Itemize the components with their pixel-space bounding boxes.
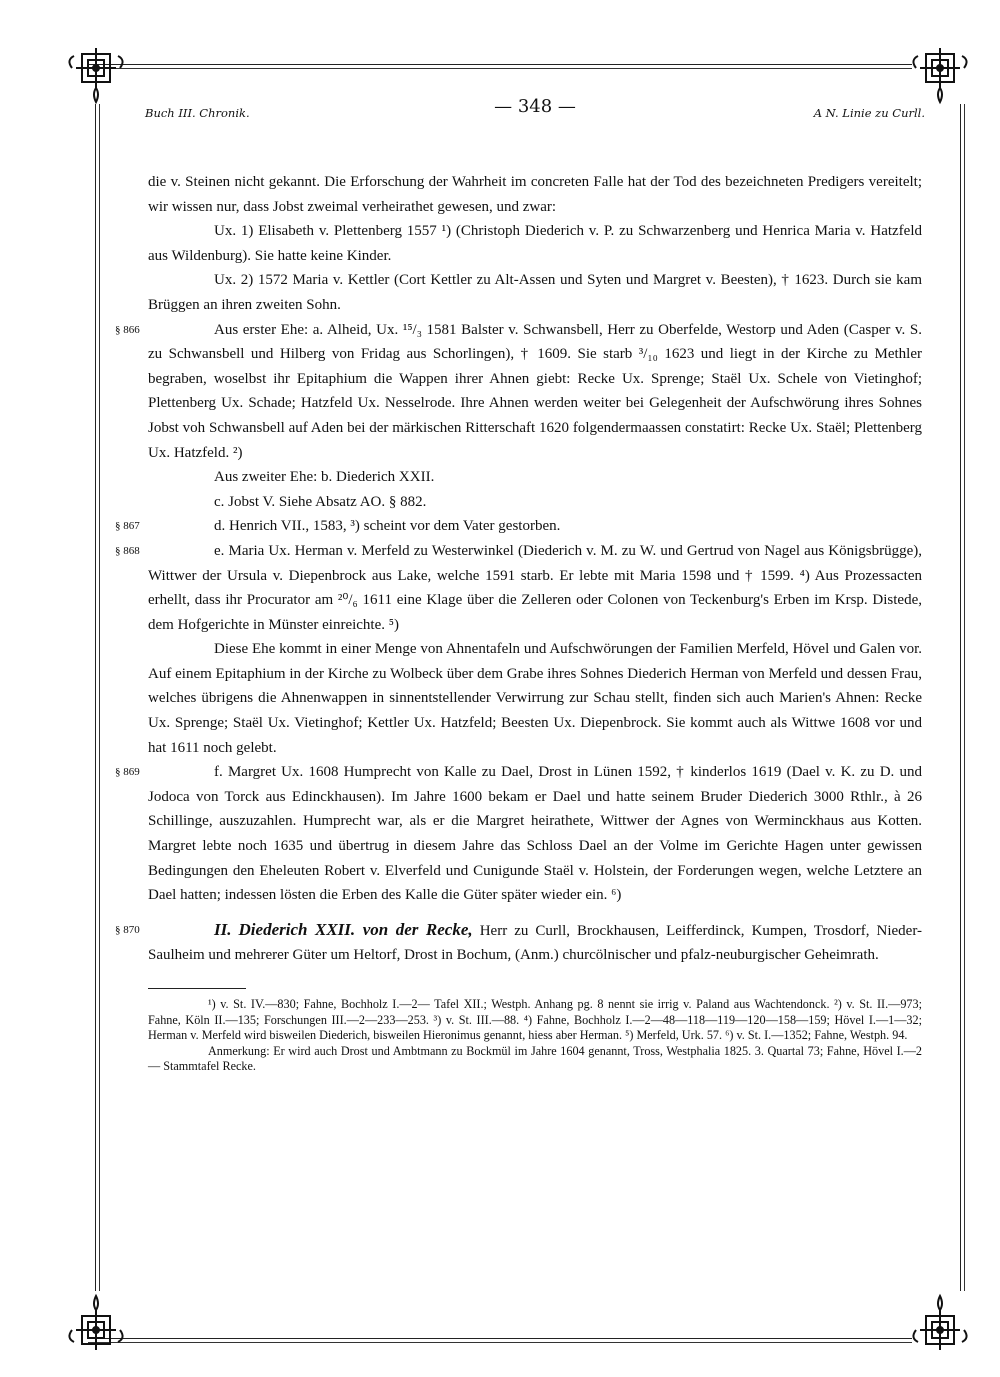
page-body <box>115 170 923 1075</box>
footnote-divider <box>148 988 246 989</box>
header-left: Buch III. Chronik. <box>145 106 250 120</box>
ornament-corner-icon <box>64 44 128 108</box>
heading-text: Herr zu Curll, Brockhausen, Leifferdinck, Kumpen, Trosdorf, Nieder-Saulheim und mehrerer Güter um Heltorf, Drost in Bochum, (Anm.) churcölnischer und pfalz-neuburgischer Geheimrath. <box>148 922 923 964</box>
ornament-corner-icon <box>64 1290 128 1354</box>
paragraph: § 866 Aus erster Ehe: a. Alheid, Ux. ¹⁵/₃ 1581 Balster v. Schwansbell, Herr zu Oberfelde, Westorp und Aden (Casper v. S. zu Schwansbell und Hilberg von Fridag aus Schorlingen), † 1609. Sie starb ³/₁₀ 1623 und liegt in der Kirche zu Methler begraben, woselbst ihr Epitaphium die Wappen ihrer Ahnen giebt: Recke Ux. Sprenge; Staël Ux. Schele von Vietinghof; Plettenberg Ux. Schade; Hatzfeld Ux. Nesselrode. Ihre Ahnen werden weiter bei Gelegenheit der Aufschwörung ihres Sohnes Jobst voh Schwansbell auf Aden bei der märkischen Ritterschaft 1620 folgendermaassen constatirt: Recke Ux. Staël; Plettenberg Ux. Hatzfeld. ²) <box>148 318 922 466</box>
paragraph: Aus zweiter Ehe: b. Diederich XXII. <box>214 469 435 486</box>
frame-top-rule <box>88 64 912 69</box>
paragraph: § 867 d. Henrich VII., 1583, ³) scheint vor dem Vater gestorben. <box>148 514 922 539</box>
heading-title: Diederich XXII. von der Recke, <box>238 919 473 939</box>
paragraph: Diese Ehe kommt in einer Menge von Ahnentafeln und Aufschwörungen der Familien Merfeld, Hövel und Galen vor. Auf einem Epitaphium in der Kirche zu Wolbeck über dem Grabe ihres Sohnes Diederich Herman von Merfeld und dessen Frau, welches übrigens die Ahnenwappen in sinnentstellender Verwirrung zur Schau stellt, finden sich auch Marien's Ahnen: Recke Ux. Sprenge; Staël Ux. Vietinghof; Kettler Ux. Hatzfeld; Beesten Ux. Diepenbrock. Sie kommt auch als Wittwe 1608 vor und hat 1611 noch gelebt. <box>148 641 922 756</box>
header-right: A N. Linie zu Curll. <box>813 106 925 120</box>
paragraph: die v. Steinen nicht gekannt. Die Erforschung der Wahrheit im concreten Falle hat der Tod des bezeichneten Predigers vereitelt; wir wissen nur, dass Jobst zweimal verheirathet gewesen, und zwar: <box>148 174 922 215</box>
frame-left-rule <box>95 104 100 1291</box>
page-number: — 348 — <box>494 96 576 117</box>
section-marker: § 867 <box>115 520 140 533</box>
annotation-note: Anmerkung: Er wird auch Drost und Ambtmann zu Bockmül im Jahre 1604 genannt, Tross, Westphalia 1825. 3. Quartal 73; Fahne, Hövel I.—2— Stammtafel Recke. <box>148 1043 922 1073</box>
paragraph: Ux. 2) 1572 Maria v. Kettler (Cort Kettler zu Alt-Assen und Syten und Margret v. Beesten), † 1623. Durch sie kam Brüggen an ihren zweiten Sohn. <box>148 272 922 313</box>
paragraph: § 868 e. Maria Ux. Herman v. Merfeld zu Westerwinkel (Diederich v. M. zu W. und Gertrud von Nagel aus Königsbrügge), Wittwer der Ursula v. Diepenbrock aus Lake, welche 1591 starb. Er lebte mit Maria 1598 und † 1599. ⁴) Aus Prozessacten erhellt, dass ihr Procurator am ²⁰/₆ 1611 eine Klage über die Zelleren oder Colonen von Teckenburg's Erben im Krsp. Distede, dem Hofgerichte in Münster einreichte. ⁵) <box>148 539 922 637</box>
section-marker: § 870 <box>115 923 140 936</box>
section-marker: § 869 <box>115 766 140 779</box>
footnote-block: ¹) v. St. IV.—830; Fahne, Bochholz I.—2— Tafel XII.; Westph. Anhang pg. 8 nennt sie irrig v. Paland aus Wachtendonck. ²) v. St. II.—973; Fahne, Köln II.—135; Forschungen III.—2—233—253. ³) v. St. III.—88. ⁴) Fahne, Bochholz I.—2—48—118—119—120—158—159; Hövel I.—1—32; Herman v. Merfeld wird bisweilen Diederich, bisweilen Hieronimus genannt, hiess aber Herman. ⁵) Merfeld, Urk. 57. ⁶) v. St. I.—1352; Fahne, Westph. 94. <box>148 997 922 1042</box>
ornament-corner-icon <box>908 1290 972 1354</box>
frame-right-rule <box>960 104 965 1291</box>
paragraph: § 869 f. Margret Ux. 1608 Humprecht von Kalle zu Dael, Drost in Lünen 1592, † kinderlos 1619 (Dael v. K. zu D. und Jodoca von Torck aus Edinckhausen). Im Jahre 1600 bekam er Dael und hatte seinem Bruder Diederich 3000 Rthlr., à 26 Schillinge, auszuzahlen. Humprecht war, als er die Margret heirathete, Wittwer der Agnes von Werminckhaus aus Kotten. Margret lebte noch 1635 und übertrug in diesem Jahre das Schloss Dael an der Volme im Gerichte Hagen unter gewissen Bedingungen den Eheleuten Robert v. Elverfeld und Cunigunde Staël v. Holstein, der Forderungen wegen, welche Letztere an Dael hatten; indessen lösten die Erben des Kalle die Güter später wieder ein. ⁶) <box>148 760 922 908</box>
heading-numeral: II. <box>214 919 232 939</box>
paragraph: Ux. 1) Elisabeth v. Plettenberg 1557 ¹) (Christoph Diederich v. P. zu Schwarzenberg und Henrica Maria v. Hatzfeld aus Wildenburg). Sie hatte keine Kinder. <box>148 223 922 264</box>
running-header <box>145 96 925 120</box>
footnotes <box>148 997 922 1075</box>
section-marker: § 868 <box>115 544 140 557</box>
section-marker: § 866 <box>115 323 140 336</box>
frame-bottom-rule <box>88 1338 912 1343</box>
section-heading <box>115 918 923 968</box>
paragraph: c. Jobst V. Siehe Absatz AO. § 882. <box>214 493 427 510</box>
